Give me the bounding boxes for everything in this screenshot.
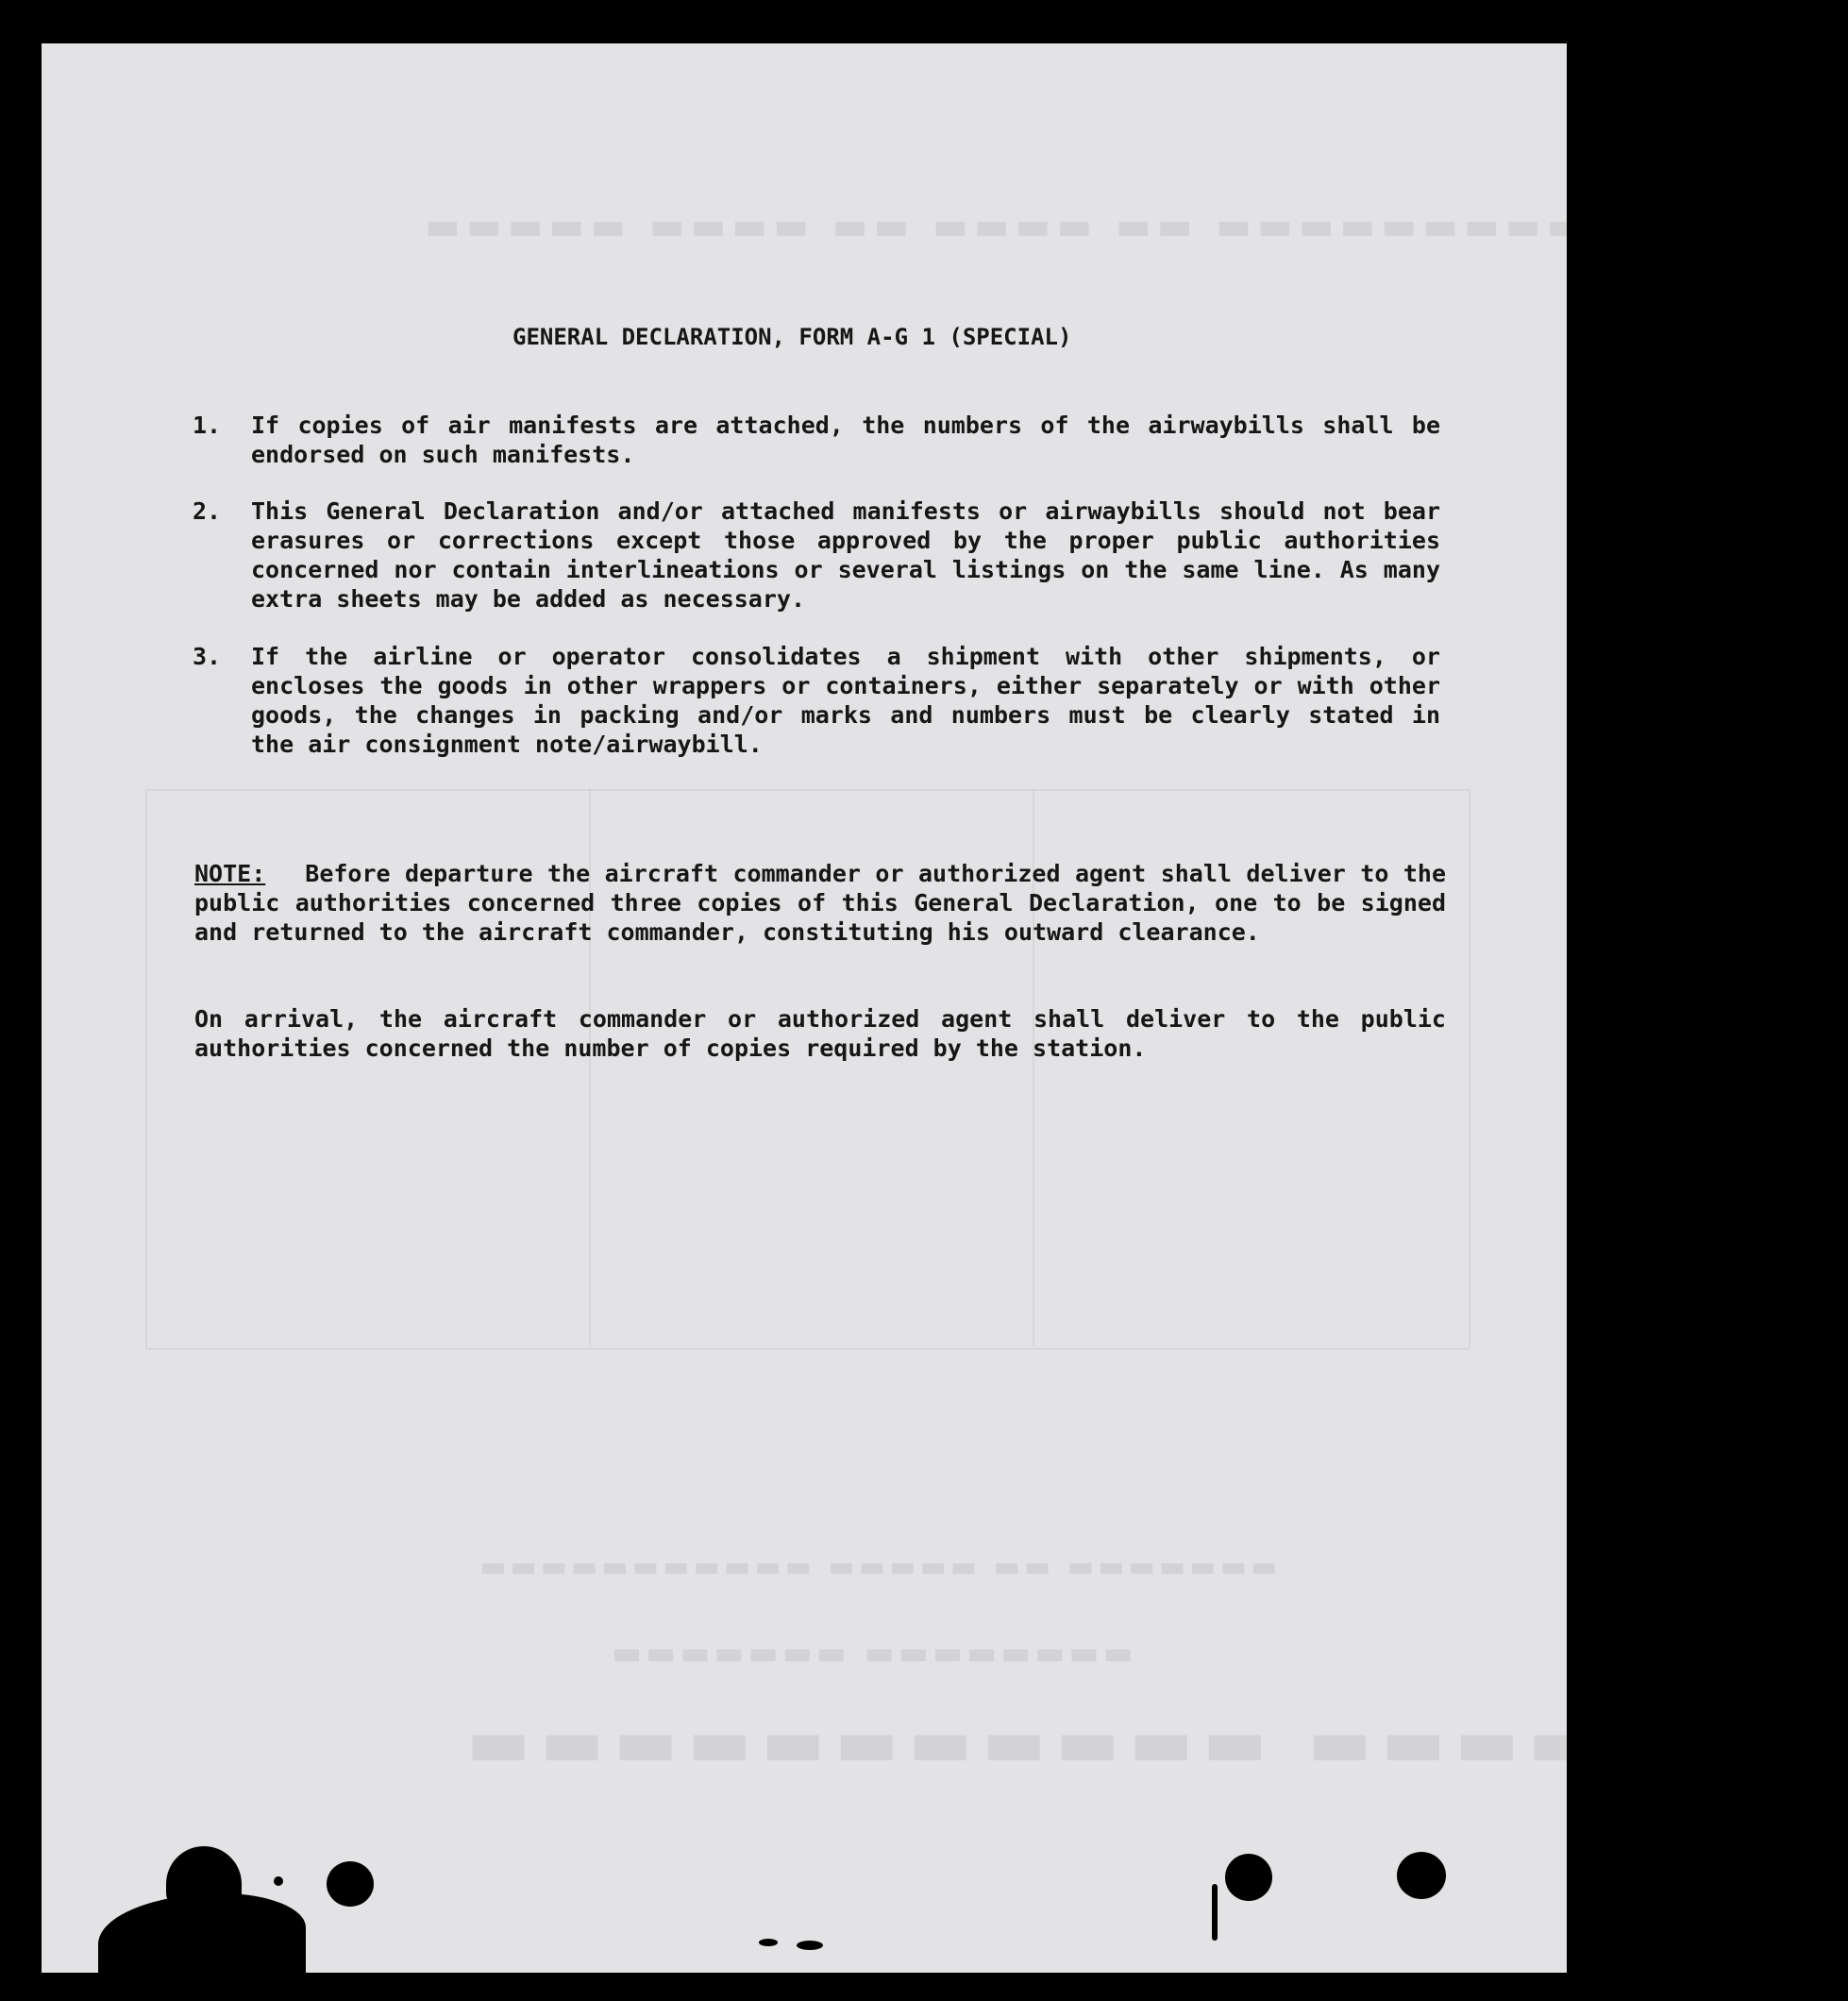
show-through-text: ▬▬▬▬▬▬▬ ▬▬▬▬▬▬▬▬▬▬▬ [457, 1714, 1814, 1793]
show-through-text: ▬▬▬▬▬▬▬▬ ▬▬▬▬▬▬▬ [608, 1639, 1134, 1676]
item-text: This General Declaration and/or attached manifests or airwaybills should not bear erasures or corrections except those approved by the proper public authorities concerned nor contain interlineations or several listings on the same line. As many extra sheets may be added as necessary. [251, 497, 1440, 613]
item-number: 2. [193, 497, 222, 525]
punch-hole [327, 1861, 374, 1907]
arrival-paragraph: On arrival, the aircraft commander or authorized agent shall deliver to the public authorities concerned the number of copies required by the station. [194, 1005, 1446, 1062]
punch-hole [1397, 1852, 1446, 1899]
torn-corner-damage [166, 1846, 242, 1922]
item-number: 3. [193, 643, 222, 670]
note-text: Before departure the aircraft commander or authorized agent shall deliver to the public authorities concerned three copies of this General Declaration, one to be signed and returned to the aircraft commander, constituting his outward clearance. [194, 860, 1446, 946]
item-number: 1. [193, 412, 222, 439]
speck [274, 1876, 283, 1886]
show-through-text: ▬▬▬▬ ▬▬▬▬▬▬▬▬▬▬▬ ▬▬ ▬▬▬▬ ▬▬ ▬▬▬▬ ▬▬▬▬▬ [419, 210, 1848, 253]
document-title: GENERAL DECLARATION, FORM A-G 1 (SPECIAL) [512, 324, 1072, 350]
show-through-text: ▬▬▬▬▬▬▬ ▬▬ ▬▬▬▬▬ ▬▬▬▬▬▬▬▬▬▬▬ [476, 1554, 1278, 1587]
note-paragraph [194, 859, 1446, 947]
speck [1212, 1884, 1218, 1941]
speck [797, 1941, 823, 1950]
note-label: NOTE: [194, 860, 266, 887]
item-text: If copies of air manifests are attached, the numbers of the airwaybills shall be endorsed on such manifests. [251, 412, 1440, 468]
item-text: If the airline or operator consolidates a shipment with other shipments, or encloses the goods in other wrappers or containers, either separately or with other goods, the changes in packing and/or marks and numbers must be clearly stated in the air consignment note/airwaybill. [251, 643, 1440, 758]
paper-sheet [42, 43, 1848, 1973]
speck [759, 1939, 778, 1946]
punch-hole [1225, 1854, 1272, 1901]
